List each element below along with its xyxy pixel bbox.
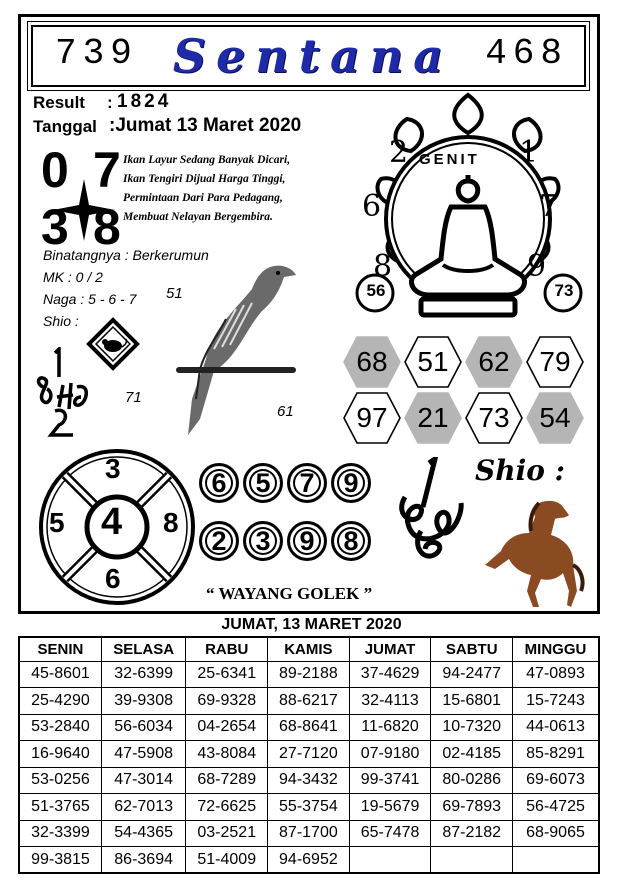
- result-label: Result: [33, 93, 85, 112]
- table-cell: 44-0613: [513, 714, 599, 741]
- star-digit-top-left: 0: [41, 142, 69, 198]
- table-header-cell: RABU: [186, 637, 268, 661]
- circled-number: 7: [287, 463, 327, 503]
- table-cell: 47-3014: [101, 767, 186, 794]
- hand-written-digits-icon: [391, 457, 471, 567]
- compass-right: 8: [163, 507, 179, 538]
- table-cell: 87-1700: [268, 820, 350, 847]
- table-cell: 39-9308: [101, 688, 186, 715]
- table-cell: 37-4629: [349, 661, 431, 688]
- table-cell: 25-4290: [19, 688, 101, 715]
- table-cell: 32-3399: [19, 820, 101, 847]
- hexagon-value: 97: [356, 402, 388, 433]
- four-point-star-icon: [53, 179, 115, 241]
- flower-side-right: 73: [554, 281, 574, 300]
- hexagon-value: 51: [417, 346, 449, 377]
- table-cell: 85-8291: [513, 741, 599, 768]
- table-cell: 19-5679: [349, 794, 431, 821]
- flower-petal-7: 7: [539, 189, 559, 224]
- table-cell: 88-6217: [268, 688, 350, 715]
- table-cell: 80-0286: [431, 767, 513, 794]
- table-cell: 43-8084: [186, 741, 268, 768]
- story-line-1: Ikan Layur Sedang Banyak Dicari,: [123, 154, 291, 166]
- table-cell: 04-2654: [186, 714, 268, 741]
- dove-bird-icon: [166, 249, 306, 439]
- table-cell: 10-7320: [431, 714, 513, 741]
- info-shio: Shio :: [43, 313, 79, 329]
- table-cell: 56-6034: [101, 714, 186, 741]
- flower-petal-1: 1: [519, 135, 539, 170]
- hexagon-number: [404, 391, 462, 445]
- table-row: [19, 794, 599, 821]
- table-cell: 89-2188: [268, 661, 350, 688]
- table-cell: 51-3765: [19, 794, 101, 821]
- flower-petal-6: 6: [362, 189, 382, 224]
- tanggal-label: Tanggal: [33, 117, 97, 136]
- result-colon: :: [107, 93, 113, 112]
- story-line-3: Permintaan Dari Para Pedagang,: [123, 192, 283, 204]
- flower-side-left: 56: [366, 281, 386, 300]
- hexagon-number: [526, 391, 584, 445]
- table-header-cell: KAMIS: [268, 637, 350, 661]
- table-cell: [431, 847, 513, 874]
- table-cell: 55-3754: [268, 794, 350, 821]
- table-row: [19, 847, 599, 874]
- story-text: [123, 151, 353, 227]
- table-header-cell: MINGGU: [513, 637, 599, 661]
- hexagon-value: 54: [539, 402, 571, 433]
- info-mk: MK : 0 / 2: [43, 269, 103, 285]
- table-cell: 87-2182: [431, 820, 513, 847]
- hexagon-number-grid: [343, 335, 585, 447]
- table-row: [19, 661, 599, 688]
- star-digit-bottom-left: 3: [41, 199, 69, 255]
- hexagon-number: [465, 335, 523, 389]
- table-header-row: [19, 637, 599, 661]
- bird-number-61: 61: [277, 403, 294, 420]
- table-cell: 15-7243: [513, 688, 599, 715]
- circled-number: 8: [331, 521, 371, 561]
- table-cell: 47-0893: [513, 661, 599, 688]
- circled-number: 3: [243, 521, 283, 561]
- table-cell: 53-0256: [19, 767, 101, 794]
- table-cell: 32-4113: [349, 688, 431, 715]
- table-row: [19, 714, 599, 741]
- table-cell: 27-7120: [268, 741, 350, 768]
- flower-petal-2: 2: [389, 135, 409, 170]
- table-row: [19, 688, 599, 715]
- bird-number-71: 71: [125, 389, 142, 406]
- circled-number: 9: [287, 521, 327, 561]
- compass-center: 4: [101, 501, 123, 543]
- table-row: [19, 767, 599, 794]
- history-results-table: [18, 636, 600, 874]
- table-cell: 15-6801: [431, 688, 513, 715]
- table-cell: 99-3741: [349, 767, 431, 794]
- star-digit-bottom-right: 8: [93, 199, 121, 255]
- hand-written-numbers-icon: [33, 347, 93, 443]
- compass-bottom: 6: [105, 563, 121, 594]
- poster-frame: [18, 14, 600, 614]
- circled-number-grid: [199, 463, 374, 573]
- story-line-2: Ikan Tengiri Dijual Harga Tinggi,: [123, 173, 286, 185]
- hexagon-value: 21: [417, 402, 449, 433]
- hexagon-value: 68: [356, 346, 388, 377]
- table-header-cell: SENIN: [19, 637, 101, 661]
- table-date-title: JUMAT, 13 MARET 2020: [221, 616, 402, 633]
- flower-petal-8: 8: [373, 249, 393, 284]
- hexagon-number: [526, 335, 584, 389]
- table-row: [19, 820, 599, 847]
- table-cell: 86-3694: [101, 847, 186, 874]
- hexagon-value: 79: [539, 346, 571, 377]
- shio-title: Shio :: [475, 454, 565, 487]
- hexagon-value: 73: [478, 402, 510, 433]
- table-cell: 53-2840: [19, 714, 101, 741]
- table-cell: 65-7478: [349, 820, 431, 847]
- table-cell: [349, 847, 431, 874]
- table-cell: 25-6341: [186, 661, 268, 688]
- table-cell: 07-9180: [349, 741, 431, 768]
- hexagon-number: [343, 391, 401, 445]
- result-value: 1824: [117, 91, 172, 112]
- table-cell: 51-4009: [186, 847, 268, 874]
- table-cell: [513, 847, 599, 874]
- table-cell: 54-4365: [101, 820, 186, 847]
- table-cell: 69-9328: [186, 688, 268, 715]
- table-cell: 68-8641: [268, 714, 350, 741]
- table-cell: 32-6399: [101, 661, 186, 688]
- info-naga: Naga : 5 - 6 - 7: [43, 291, 137, 307]
- table-cell: 62-7013: [101, 794, 186, 821]
- table-cell: 45-8601: [19, 661, 101, 688]
- header-right-number: 468: [485, 33, 568, 74]
- header-left-number: 739: [55, 33, 138, 74]
- table-cell: 03-2521: [186, 820, 268, 847]
- hexagon-number: [404, 335, 462, 389]
- table-row: [19, 741, 599, 768]
- hexagon-number: [343, 335, 401, 389]
- table-cell: 69-6073: [513, 767, 599, 794]
- table-header-cell: JUMAT: [349, 637, 431, 661]
- table-cell: 72-6625: [186, 794, 268, 821]
- tanggal-value: :Jumat 13 Maret 2020: [109, 115, 302, 136]
- table-cell: 47-5908: [101, 741, 186, 768]
- table-cell: 02-4185: [431, 741, 513, 768]
- story-line-4: Membuat Nelayan Bergembira.: [123, 211, 273, 223]
- table-cell: 68-9065: [513, 820, 599, 847]
- info-binatang: Binatangnya : Berkerumun: [43, 247, 209, 263]
- circled-number: 9: [331, 463, 371, 503]
- table-cell: 94-3432: [268, 767, 350, 794]
- wayang-caption: “ WAYANG GOLEK ”: [206, 584, 373, 603]
- flower-petal-9: 9: [527, 249, 547, 284]
- table-cell: 99-3815: [19, 847, 101, 874]
- table-cell: 68-7289: [186, 767, 268, 794]
- circled-number: 2: [199, 521, 239, 561]
- shio-rat-icon: [86, 317, 140, 371]
- compass-left: 5: [49, 507, 65, 538]
- compass-top: 3: [105, 453, 121, 484]
- table-cell: 11-6820: [349, 714, 431, 741]
- circled-number: 5: [243, 463, 283, 503]
- table-cell: 69-7893: [431, 794, 513, 821]
- flower-label: GENIT: [419, 151, 480, 168]
- table-cell: 16-9640: [19, 741, 101, 768]
- table-cell: 94-2477: [431, 661, 513, 688]
- circled-number: 6: [199, 463, 239, 503]
- table-cell: 94-6952: [268, 847, 350, 874]
- hexagon-number: [465, 391, 523, 445]
- horse-icon: [479, 495, 589, 611]
- table-header-cell: SABTU: [431, 637, 513, 661]
- table-cell: 56-4725: [513, 794, 599, 821]
- hexagon-value: 62: [478, 346, 510, 377]
- header-banner: [31, 25, 586, 87]
- star-digit-top-right: 7: [93, 142, 121, 198]
- table-body: [19, 661, 599, 873]
- table-header-cell: SELASA: [101, 637, 186, 661]
- brand-title: Sentana: [172, 29, 454, 83]
- bird-number-51: 51: [166, 285, 183, 302]
